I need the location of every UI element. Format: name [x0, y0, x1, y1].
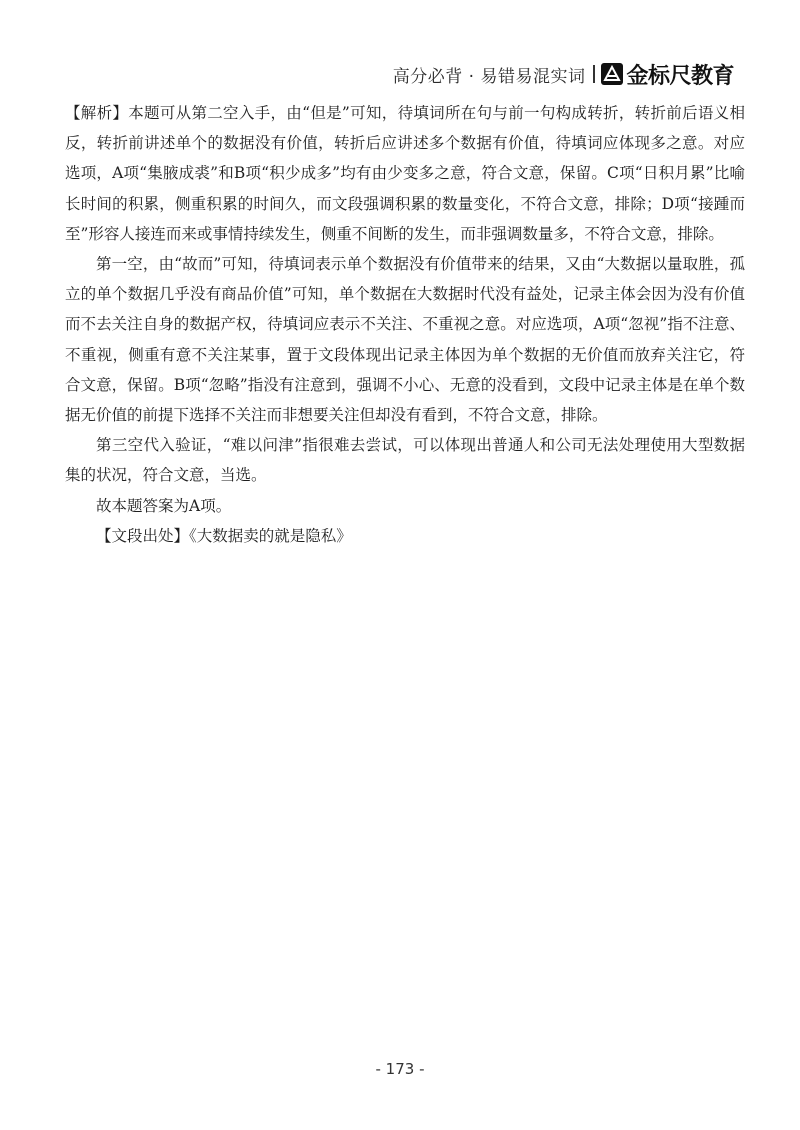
page-header [393, 58, 734, 90]
header-title: 高分必背 · 易错易混实词 [392, 66, 586, 87]
paragraph-source: 【文段出处】《大数据卖的就是隐私》 [96, 526, 352, 545]
brand-name: 金标尺教育 [626, 63, 734, 89]
article-body [65, 98, 745, 551]
page-number: - 173 - [375, 1060, 425, 1078]
paragraph-first-blank: 第一空，由“故而”可知，待填词表示单个数据没有价值带来的结果，又由“大数据以量取胜，孤立的单个数据几乎没有商品价值”可知，单个数据在大数据时代没有益处，记录主体会因为没有价值而不去关注自身的数据产权，待填词应表示不关注、不重视之意。对应选项，A项“忽视”指不注意、不重视，侧重有意不关注某事，置于文段体现出记录主体因为单个数据的无价值而放弃关注它，符合文意，保留。B项“忽略”指没有注意到，强调不小心、无意的没看到，文段中记录主体是在单个数据无价值的前提下选择不关注而非想要关注但却没有看到，不符合文意，排除。 [65, 255, 745, 425]
brand-logo [601, 59, 734, 90]
logo-icon [601, 63, 623, 85]
paragraph-answer: 故本题答案为A项。 [96, 496, 232, 515]
paragraph-third-blank: 第三空代入验证，“难以问津”指很难去尝试，可以体现出普通人和公司无法处理使用大型数据集的状况，符合文意，当选。 [65, 436, 745, 485]
header-divider [593, 65, 595, 83]
paragraph-analysis: 【解析】本题可从第二空入手，由“但是”可知，待填词所在句与前一句构成转折，转折前后语义相反，转折前讲述单个的数据没有价值，转折后应讲述多个数据有价值，待填词应体现多之意。对应选项，A项“集腋成裘”和B项“积少成多”均有由少变多之意，符合文意，保留。C项“日积月累”比喻长时间的积累，侧重积累的时间久，而文段强调积累的数量变化，不符合文意，排除；D项“接踵而至”形容人接连而来或事情持续发生，侧重不间断的发生，而非强调数量多，不符合文意，排除。 [65, 104, 745, 243]
